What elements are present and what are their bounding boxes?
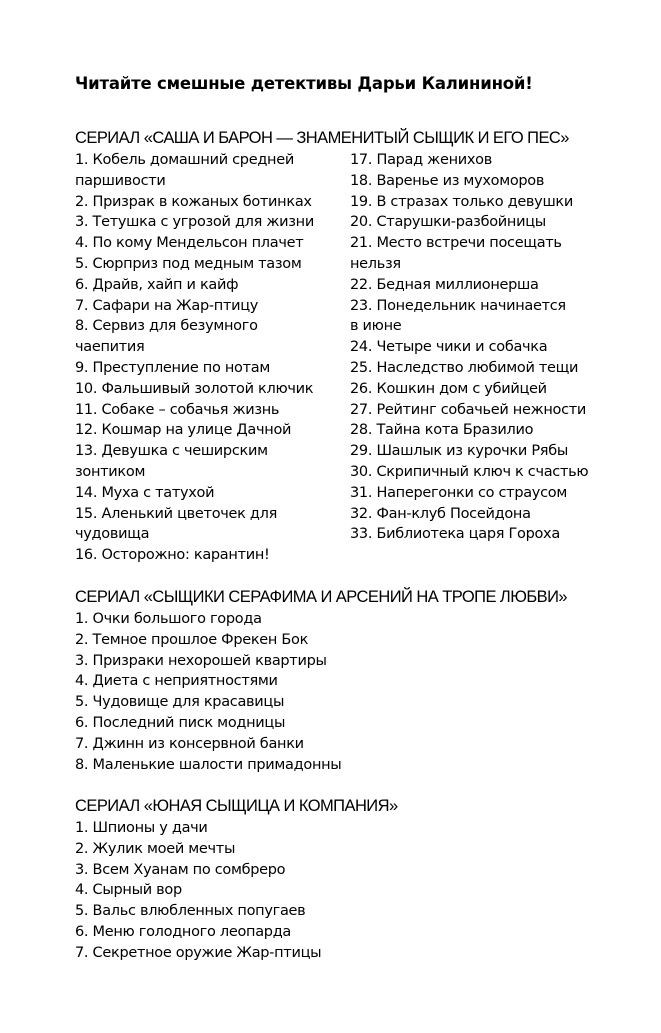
book-list-item: 7. Джинн из консервной банки (75, 735, 304, 752)
book-list-item: 1. Очки большого города (75, 611, 262, 627)
page-heading: Читайте смешные детективы Дарьи Калининой! (75, 74, 533, 93)
book-list-item: 5. Чудовище для красавицы (75, 694, 285, 711)
book-list-item: 33. Библиотека царя Гороха (350, 526, 560, 543)
book-list-item: 3. Призраки нехорошей квартиры (75, 652, 327, 669)
book-list-item: 30. Скрипичный ключ к счастью (350, 463, 589, 480)
book-list-item: 1. Шпионы у дачи (75, 820, 208, 836)
book-list-item: 16. Осторожно: карантин! (75, 547, 270, 564)
book-list-item: 28. Тайна кота Бразилио (350, 422, 534, 439)
book-list-item: 13. Девушка с чеширским зонтиком (75, 443, 268, 480)
book-list-item: 5. Вальс влюбленных попугаев (75, 903, 306, 920)
book-list-item: 26. Кошкин дом с убийцей (350, 380, 547, 397)
series-3-book-list (75, 818, 595, 964)
book-list-item: 25. Наследство любимой тещи (350, 359, 579, 376)
book-list-item: 7. Секретное оружие Жар-птицы (75, 944, 322, 961)
book-list-item: 18. Варенье из мухоморов (350, 172, 545, 189)
book-list-item: 10. Фальшивый золотой ключик (75, 380, 314, 397)
series-title-sasha-baron: СЕРИАЛ «САША И БАРОН — ЗНАМЕНИТЫЙ СЫЩИК И ЕГО ПЕС» (75, 129, 569, 147)
book-list-item: 19. В стразах только девушки (350, 193, 574, 210)
book-list-item: 6. Меню голодного леопарда (75, 923, 292, 940)
book-list-item: 2. Жулик моей мечты (75, 840, 236, 857)
book-list-item: 32. Фан-клуб Посейдона (350, 505, 531, 522)
book-list-item: 3. Всем Хуанам по сомбреро (75, 861, 286, 878)
series-title-serafima-arseniy: СЕРИАЛ «СЫЩИКИ СЕРАФИМА И АРСЕНИЙ НА ТРОПЕ ЛЮБВИ» (75, 588, 568, 606)
book-list-item: 4. Сырный вор (75, 882, 182, 899)
book-list-item: 14. Муха с татухой (75, 484, 215, 501)
series-2-book-list (75, 609, 595, 775)
book-list-item: 17. Парад женихов (350, 152, 492, 168)
book-list-item: 21. Место встречи посещать нельзя (350, 235, 562, 272)
series-1-book-list-right (350, 150, 620, 545)
book-list-item: 5. Сюрприз под медным тазом (75, 255, 302, 272)
book-list-item: 12. Кошмар на улице Дачной (75, 422, 292, 439)
book-list-item: 11. Собаке – собачья жизнь (75, 401, 280, 418)
book-list-item: 8. Маленькие шалости примадонны (75, 756, 342, 773)
book-list-item: 8. Сервиз для безумного чаепития (75, 318, 258, 356)
book-list-item: 9. Преступление по нотам (75, 359, 270, 376)
book-list-item: 6. Драйв, хайп и кайф (75, 276, 239, 293)
book-list-item: 20. Старушки-разбойницы (350, 214, 546, 231)
book-list-item: 4. Диета с неприятностями (75, 673, 278, 690)
book-list-item: 22. Бедная миллионерша (350, 276, 539, 293)
book-list-item: 4. По кому Мендельсон плачет (75, 235, 304, 252)
book-list-item: 7. Сафари на Жар-птицу (75, 297, 259, 314)
book-list-item: 2. Призрак в кожаных ботинках (75, 193, 312, 210)
book-list-item: 24. Четыре чики и собачка (350, 339, 548, 356)
book-list-item: 27. Рейтинг собачьей нежности (350, 401, 587, 418)
book-list-item: 3. Тетушка с угрозой для жизни (75, 214, 314, 231)
book-list-item: 23. Понедельник начинается в июне (350, 297, 566, 335)
book-list-item: 15. Аленький цветочек для чудовища (75, 505, 278, 543)
series-1-book-list-left (75, 150, 350, 566)
book-list-item: 31. Наперегонки со страусом (350, 484, 567, 501)
book-list-item: 29. Шашлык из курочки Рябы (350, 443, 568, 460)
book-list-item: 6. Последний писк модницы (75, 714, 286, 731)
book-list-item: 1. Кобель домашний средней паршивости (75, 152, 294, 189)
series-title-yunaya-syshchitsa: СЕРИАЛ «ЮНАЯ СЫЩИЦА И КОМПАНИЯ» (75, 797, 398, 815)
book-list-item: 2. Темное прошлое Фрекен Бок (75, 631, 309, 648)
